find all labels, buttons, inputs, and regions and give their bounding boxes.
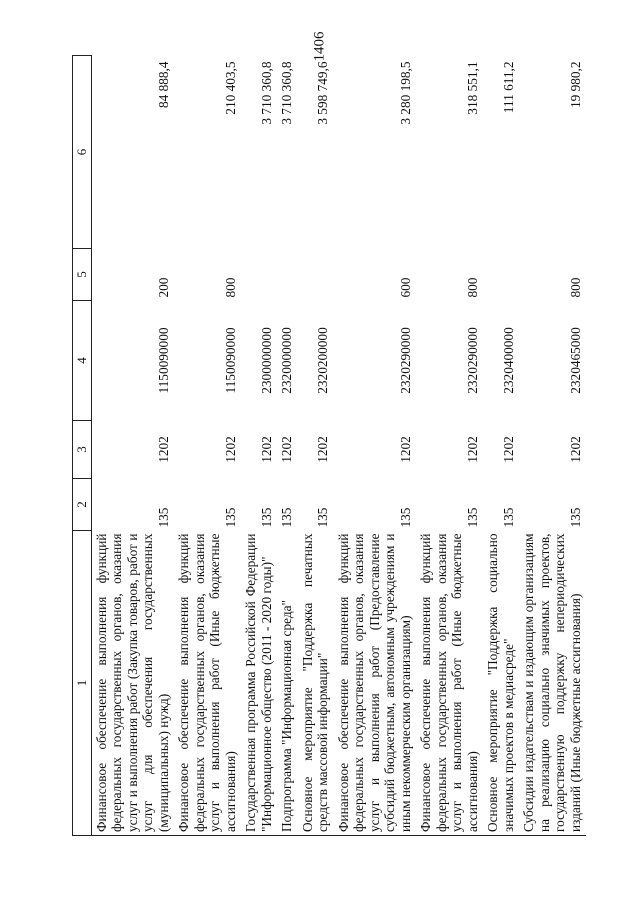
row-name-cell: Государственная программа Российской Федерации "Информационное общество (2011 - 2020 годы)"	[241, 531, 277, 836]
row-c5-cell	[277, 249, 298, 301]
row-c2-cell: 135	[397, 507, 413, 528]
table-row	[519, 56, 586, 836]
header-col-5: 5	[73, 249, 92, 301]
row-c4-cell: 2320465000	[567, 327, 583, 394]
row-name-cell: Основное мероприятие "Поддержка печатных средств массовой информации"	[298, 531, 334, 836]
row-c2-cell: 135	[315, 507, 330, 528]
row-name-cell: Подпрограмма "Информационная среда"	[277, 531, 298, 836]
row-c3-cell: 1202	[315, 436, 330, 463]
row-c3-cell: 1202	[464, 436, 480, 463]
row-c5-cell: 800	[222, 277, 238, 298]
row-c4-cell: 1150090000	[222, 327, 238, 394]
header-col-2: 2	[73, 479, 92, 531]
row-c4-cell: 2320000000	[279, 327, 294, 394]
header-col-3: 3	[73, 421, 92, 479]
row-c3-cell: 1202	[500, 436, 516, 463]
row-c5-cell	[298, 249, 334, 301]
row-c6-cell: 3 598 749,6	[315, 61, 330, 125]
row-c4-cell: 2320290000	[397, 327, 413, 394]
table-row	[277, 56, 298, 836]
row-c3-cell: 1202	[279, 436, 294, 463]
budget-table	[72, 55, 586, 836]
row-c6-cell: 318 551,1	[464, 61, 480, 115]
table-row	[483, 56, 519, 836]
row-c6-cell: 210 403,5	[222, 61, 238, 115]
header-row	[73, 56, 92, 836]
row-name-cell: Основное мероприятие "Поддержка социально значимых проектов в медиасреде"	[483, 531, 519, 836]
row-c6-cell: 3 710 360,8	[279, 61, 294, 125]
rotated-page	[72, 56, 592, 836]
row-c3-cell: 1202	[222, 436, 238, 463]
page-number: 1406	[311, 31, 328, 62]
row-c6-cell: 84 888,4	[155, 61, 171, 109]
row-c4-cell: 1150090000	[155, 327, 171, 394]
row-c4-cell: 2320290000	[464, 327, 480, 394]
row-c6-cell: 3 710 360,8	[258, 61, 274, 125]
row-c2-cell: 135	[464, 507, 480, 528]
row-c2-cell: 135	[222, 507, 238, 528]
row-c3-cell: 1202	[258, 436, 274, 463]
row-c5-cell: 200	[155, 277, 171, 298]
row-c5-cell: 800	[567, 277, 583, 298]
row-name-cell: Финансовое обеспечение выполнения функций федеральных государственных органов, оказания услуг и выполнения работ (Предоставление субсидий бюджетным, автономным учреждениям и иным некоммерческим организациям)	[334, 531, 417, 836]
row-c6-cell: 19 980,2	[567, 61, 583, 109]
row-name-cell: Финансовое обеспечение выполнения функций федеральных государственных органов, оказания услуг и выполнения работ (Закупка товаров, работ и услуг для обеспечения государственных (муниципальных) нужд)	[91, 531, 174, 836]
row-c3-cell: 1202	[155, 436, 171, 463]
row-c2-cell: 135	[500, 507, 516, 528]
header-col-6: 6	[73, 56, 92, 249]
row-c3-cell: 1202	[567, 436, 583, 463]
row-c5-cell: 600	[397, 277, 413, 298]
row-c4-cell: 2300000000	[258, 327, 274, 394]
row-c5-cell: 800	[464, 277, 480, 298]
table-row	[174, 56, 241, 836]
row-c4-cell: 2320400000	[500, 327, 516, 394]
table-row	[241, 56, 277, 836]
table-row	[298, 56, 334, 836]
table-row	[334, 56, 417, 836]
row-c2-cell: 135	[258, 507, 274, 528]
row-c6-cell: 111 611,2	[500, 61, 516, 114]
row-c5-cell	[241, 249, 277, 301]
row-c2-cell: 135	[279, 507, 294, 528]
row-name-cell: Финансовое обеспечение выполнения функций федеральных государственных органов, оказания услуг и выполнения работ (Иные бюджетные ассигнования)	[416, 531, 483, 836]
row-c4-cell: 2320200000	[315, 327, 330, 394]
row-c3-cell: 1202	[397, 436, 413, 463]
table-row	[91, 56, 174, 836]
row-c6-cell: 3 280 198,5	[397, 61, 413, 125]
row-c5-cell	[483, 249, 519, 301]
row-name-cell: Финансовое обеспечение выполнения функций федеральных государственных органов, оказания услуг и выполнения работ (Иные бюджетные ассигнования)	[174, 531, 241, 836]
header-col-1: 1	[73, 531, 92, 836]
row-c2-cell: 135	[567, 507, 583, 528]
row-c2-cell: 135	[155, 507, 171, 528]
row-name-cell: Субсидии издательствам и издающим организациям на реализацию социально значимых проектов, государственную поддержку непериодических изданий (Иные бюджетные ассигнования)	[519, 531, 586, 836]
header-col-4: 4	[73, 301, 92, 421]
table-row	[416, 56, 483, 836]
